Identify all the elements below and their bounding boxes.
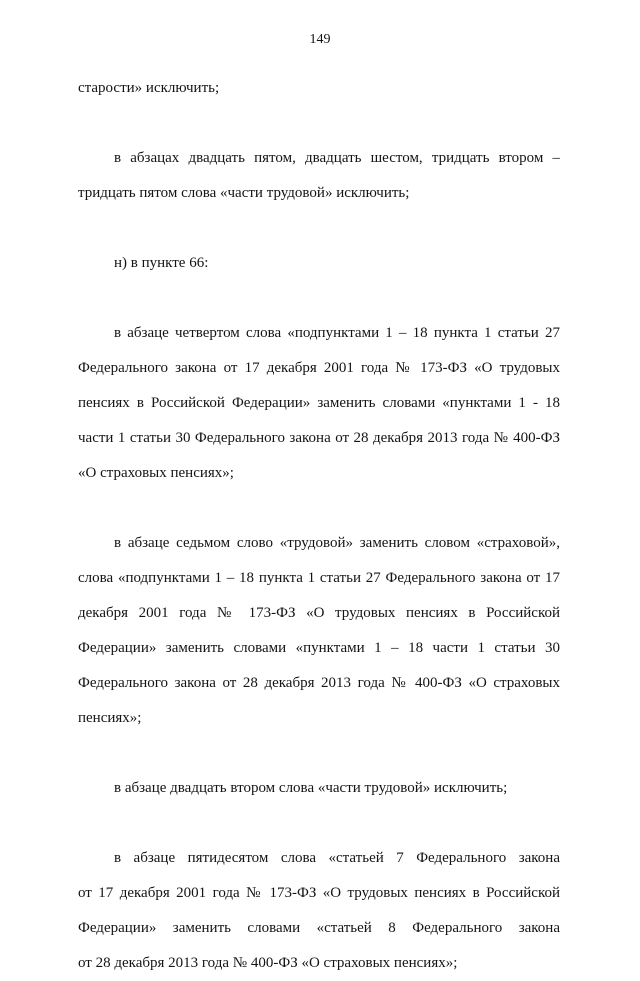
paragraph-line: в абзаце пятидесятом слова «статьей 7 Федерального закона bbox=[114, 850, 560, 866]
paragraph-line: декабря 2001 года № 173-ФЗ «О трудовых пенсиях в Российской bbox=[78, 605, 560, 621]
paragraph-line: Федерации» заменить словами «пунктами 1 – 18 части 1 статьи 30 bbox=[78, 640, 560, 656]
paragraph-line: Федерации» заменить словами «статьей 8 Федерального закона bbox=[78, 920, 560, 936]
paragraph-line: тридцать пятом слова «части трудовой» исключить; bbox=[78, 185, 410, 201]
paragraph-line: части 1 статьи 30 Федерального закона от 28 декабря 2013 года № 400-ФЗ bbox=[78, 430, 560, 446]
paragraph-line: в абзацах двадцать пятом, двадцать шестом, тридцать втором – bbox=[114, 150, 560, 166]
paragraph-line: слова «подпунктами 1 – 18 пункта 1 статьи 27 Федерального закона от 17 bbox=[78, 570, 560, 586]
paragraph-line: в абзаце двадцать втором слова «части трудовой» исключить; bbox=[114, 780, 508, 796]
paragraph-line: от 28 декабря 2013 года № 400-ФЗ «О страховых пенсиях»; bbox=[78, 955, 458, 971]
paragraph-line: пенсиях в Российской Федерации» заменить словами «пунктами 1 - 18 bbox=[78, 395, 560, 411]
paragraph-line: пенсиях»; bbox=[78, 710, 142, 726]
document-body bbox=[78, 71, 560, 981]
paragraph-line: «О страховых пенсиях»; bbox=[78, 465, 234, 481]
paragraph-line: от 17 декабря 2001 года № 173-ФЗ «О трудовых пенсиях в Российской bbox=[78, 885, 560, 901]
paragraph-line: в абзаце четвертом слова «подпунктами 1 – 18 пункта 1 статьи 27 bbox=[114, 325, 560, 341]
paragraph-line: Федерального закона от 17 декабря 2001 года № 173-ФЗ «О трудовых bbox=[78, 360, 560, 376]
page-number: 149 bbox=[309, 32, 331, 47]
paragraph-line: старости» исключить; bbox=[78, 80, 220, 96]
paragraph-line: н) в пункте 66: bbox=[114, 255, 209, 271]
paragraph-line: в абзаце седьмом слово «трудовой» заменить словом «страховой», bbox=[114, 535, 560, 551]
paragraph-line: Федерального закона от 28 декабря 2013 года № 400-ФЗ «О страховых bbox=[78, 675, 560, 691]
